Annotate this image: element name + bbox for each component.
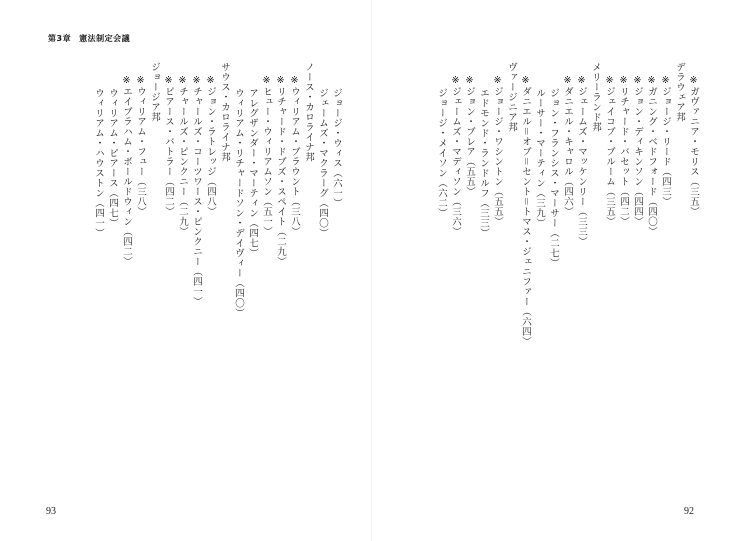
right-line-9: ※ジェームズ・マッケンリー（三三） xyxy=(576,75,587,247)
page-number-left: 93 xyxy=(46,506,56,517)
left-line-14: ジョージア邦 xyxy=(149,62,160,122)
right-line-5: ※ジョン・ディキンソン（四四） xyxy=(632,75,643,227)
right-line-8: メリーランド邦 xyxy=(590,62,601,132)
right-line-1: ※ガヴァニア・モリス（三五） xyxy=(688,75,699,217)
left-line-11: ※チャールズ・コーツワース・ピンクニー（四一） xyxy=(191,75,202,307)
right-line-2: デラウェア邦 xyxy=(674,62,685,122)
left-line-7: アレグザンダー・マーティン（四七） xyxy=(247,88,258,258)
right-line-15: ※ジョージ・ワシントン（五五） xyxy=(492,75,503,227)
right-line-10: ※ダニエル・キャロル（四六） xyxy=(562,75,573,217)
left-line-12: ※チャールズ・ピンクニー（二九） xyxy=(177,75,188,237)
left-line-15: ※ウィリアム・フュー（三八） xyxy=(135,75,146,217)
left-line-5: ※リチャード・ドブズ・スペイト（二九） xyxy=(275,75,286,267)
right-line-12: ルーサー・マーティン（三九） xyxy=(534,88,545,228)
left-line-17: ウィリアム・ピアース（四七） xyxy=(107,88,118,228)
right-line-16: エドモンド・ランドルフ（三三） xyxy=(478,88,489,238)
right-line-17: ※ジョン・ブレア（五五） xyxy=(464,75,475,197)
chapter-label: 第3章 xyxy=(48,34,72,43)
left-line-9: サウス・カロライナ邦 xyxy=(219,62,230,162)
right-line-4: ※ガニング・ベドフォード（四〇） xyxy=(646,75,657,237)
left-line-3: ノース・カロライナ邦 xyxy=(303,62,314,162)
left-line-13: ※ピアース・バトラー（四二） xyxy=(163,75,174,217)
running-header xyxy=(48,33,130,44)
right-line-14: ヴァージニア邦 xyxy=(506,62,517,132)
left-line-8: ウィリアム・リチャードソン・デイヴィー（四〇） xyxy=(233,88,244,318)
left-line-2: ジェームズ・マクラーグ（四〇） xyxy=(317,88,328,238)
left-line-16: ※エイブラハム・ボールドウィン（四二） xyxy=(121,75,132,267)
left-line-18: ウィリアム・ハウストン（四一） xyxy=(93,88,104,238)
page-number-right: 92 xyxy=(684,506,694,517)
right-line-18: ※ジェームズ・マディソン（三六） xyxy=(450,75,461,237)
right-line-19: ジョージ・メイソン（六二） xyxy=(436,88,447,218)
left-line-10: ※ジョン・ラトレッジ（四八） xyxy=(205,75,216,217)
left-line-6: ※ヒュー・ウィリアムソン（五一） xyxy=(261,75,272,237)
right-line-11: ジョン・フランシス・マーサー（二七） xyxy=(548,88,559,268)
left-line-4: ※ウィリアム・ブラウント（三八） xyxy=(289,75,300,237)
right-line-3: ※ジョージ・リード（四三） xyxy=(660,75,671,207)
right-line-7: ※ジェイコブ・ブルーム（三五） xyxy=(604,75,615,227)
left-line-1: ジョージ・ウィス（六一） xyxy=(331,88,342,208)
page-gutter xyxy=(371,0,372,541)
right-line-6: ※リチャード・バセット（四二） xyxy=(618,75,629,227)
chapter-title: 憲法制定会議 xyxy=(79,34,131,43)
right-line-13: ※ダニエル＝オブ＝セント＝トマス・ジェニファー（六四） xyxy=(520,75,531,347)
